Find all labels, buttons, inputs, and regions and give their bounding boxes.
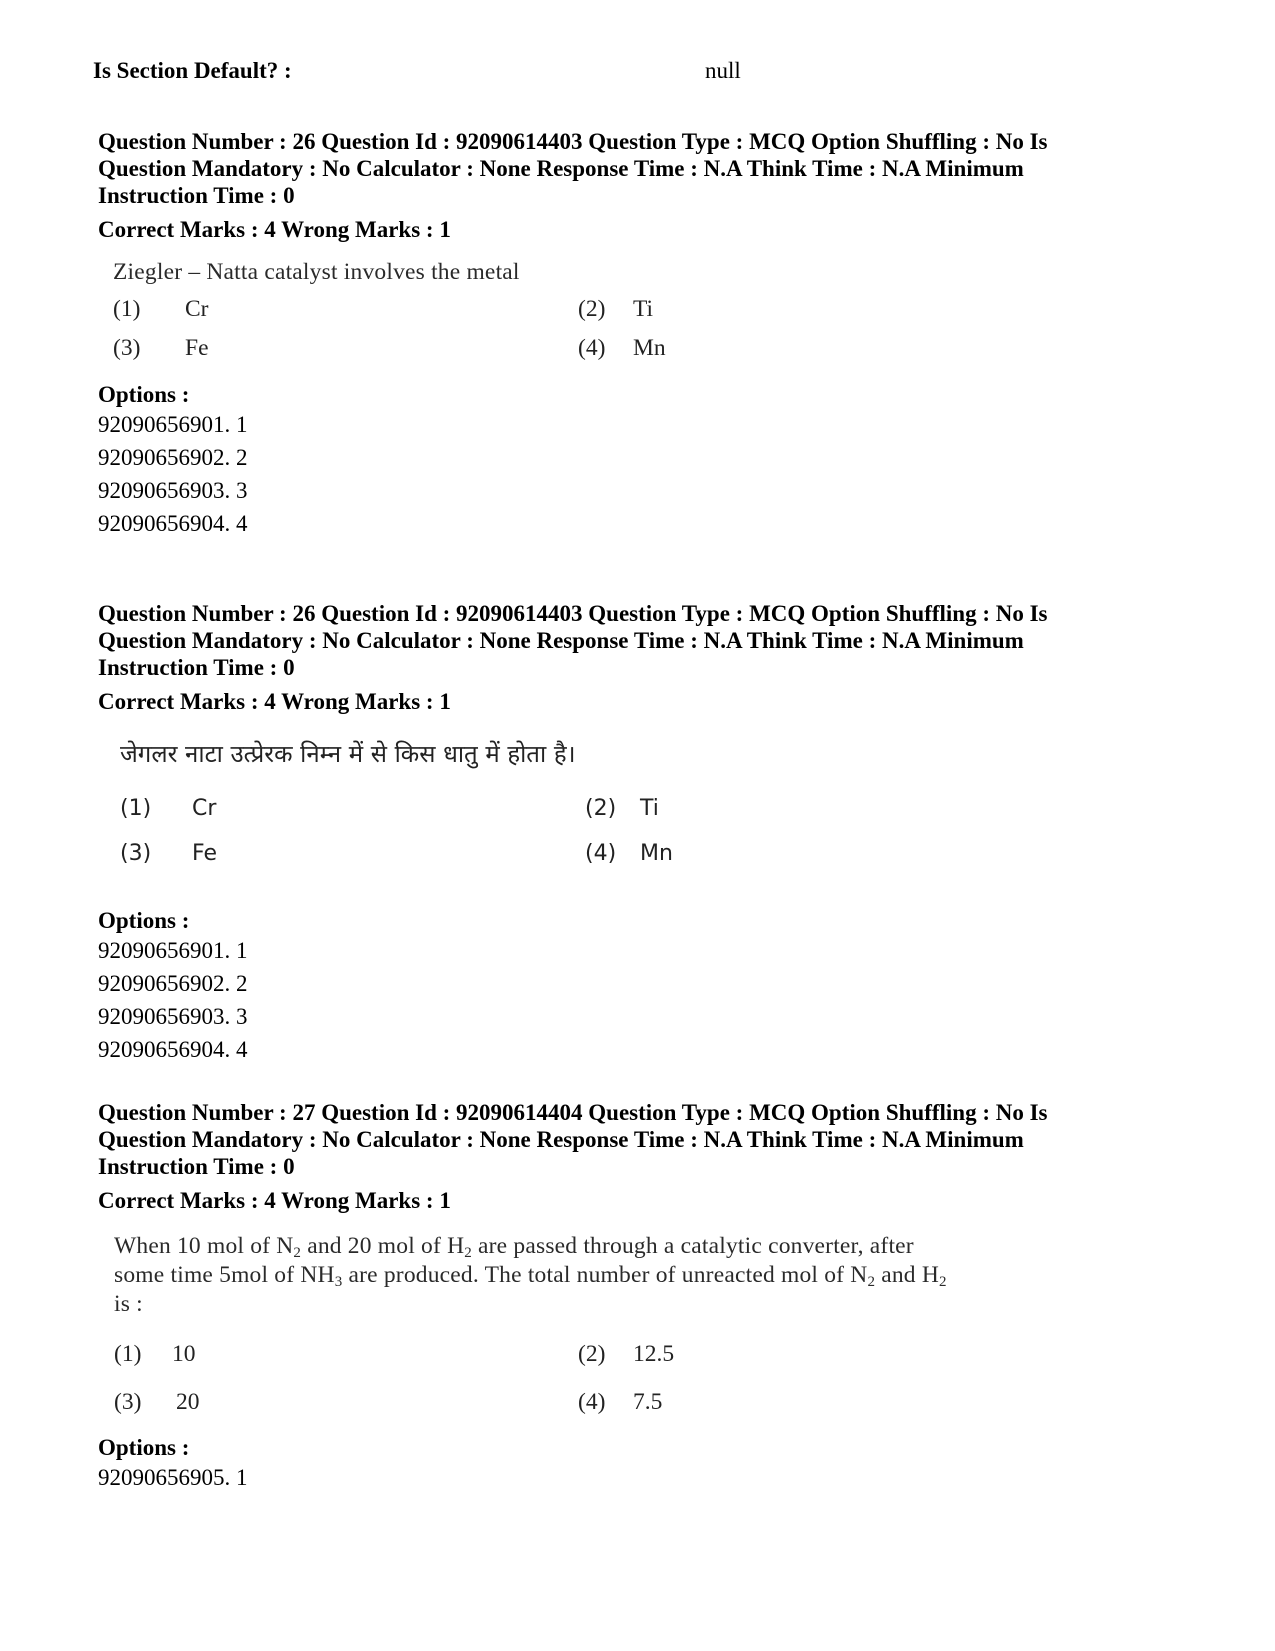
option-line: 92090656904. 4 <box>98 511 248 536</box>
choice-4: (4) Mn <box>585 841 673 866</box>
choice-4: (4) 7.5 <box>578 1389 663 1415</box>
question-image <box>113 259 1178 377</box>
question-header-line-3: Instruction Time : 0 <box>98 1154 295 1179</box>
section-default-row <box>93 58 1193 90</box>
question-marks: Correct Marks : 4 Wrong Marks : 1 <box>98 1188 451 1213</box>
question-stem-line-1: When 10 mol of $N_2$ and 20 mol of $H_2$ are passed through a catalytic converter, after <box>114 1233 914 1261</box>
option-line: 92090656902. 2 <box>98 971 248 996</box>
choice-1: (1) Cr <box>120 796 217 821</box>
question-block-1 <box>98 128 1178 540</box>
option-line: 92090656904. 4 <box>98 1037 248 1062</box>
choice-3: (3) 20 <box>114 1389 200 1415</box>
option-line: 92090656901. 1 <box>98 412 248 437</box>
options-title: Options : <box>98 382 190 407</box>
choice-1: (1) 10 <box>114 1341 196 1367</box>
section-default-value: null <box>705 58 741 83</box>
choice-3: (3) Fe <box>120 841 217 866</box>
question-marks: Correct Marks : 4 Wrong Marks : 1 <box>98 217 451 242</box>
question-header-line-1: Question Number : 27 Question Id : 92090614404 Question Type : MCQ Option Shuffling : No Is <box>98 1100 1048 1125</box>
question-header-line-3: Instruction Time : 0 <box>98 655 295 680</box>
option-line: 92090656903. 3 <box>98 478 248 503</box>
question-block-2 <box>98 600 1178 1066</box>
option-line: 92090656902. 2 <box>98 445 248 470</box>
question-header-line-1: Question Number : 26 Question Id : 92090614403 Question Type : MCQ Option Shuffling : No Is <box>98 601 1048 626</box>
question-image <box>120 737 1178 907</box>
question-header-line-3: Instruction Time : 0 <box>98 183 295 208</box>
choice-2: (2) Ti <box>578 296 654 322</box>
question-header-line-2: Question Mandatory : No Calculator : None Response Time : N.A Think Time : N.A Minimum <box>98 628 1024 653</box>
question-stem-line-2: some time 5mol of $NH_3$ are produced. The total number of unreacted mol of $N_2$ and $H_2$ <box>114 1262 947 1290</box>
section-default-label: Is Section Default? : <box>93 58 292 83</box>
question-marks: Correct Marks : 4 Wrong Marks : 1 <box>98 689 451 714</box>
choice-2: (2) 12.5 <box>578 1341 675 1367</box>
options-title: Options : <box>98 1435 190 1460</box>
option-line: 92090656903. 3 <box>98 1004 248 1029</box>
option-line: 92090656901. 1 <box>98 938 248 963</box>
question-stem: जेगलर नाटा उत्प्रेरक निम्न में से किस धातु में होता है। <box>120 740 576 768</box>
choice-4: (4) Mn <box>578 335 666 361</box>
choice-3: (3) Fe <box>113 335 209 361</box>
option-line: 92090656905. 1 <box>98 1465 248 1490</box>
question-stem-line-3: is : <box>114 1291 143 1317</box>
question-header-line-2: Question Mandatory : No Calculator : None Response Time : N.A Think Time : N.A Minimum <box>98 156 1024 181</box>
choice-1: (1) Cr <box>113 296 209 322</box>
question-image <box>114 1232 1178 1432</box>
question-block-3 <box>98 1099 1178 1494</box>
options-title: Options : <box>98 908 190 933</box>
choice-2: (2) Ti <box>585 796 659 821</box>
question-stem <box>114 1232 1178 1319</box>
question-stem: Ziegler – Natta catalyst involves the metal <box>113 259 520 285</box>
question-header-line-2: Question Mandatory : No Calculator : None Response Time : N.A Think Time : N.A Minimum <box>98 1127 1024 1152</box>
question-header-line-1: Question Number : 26 Question Id : 92090614403 Question Type : MCQ Option Shuffling : No Is <box>98 129 1048 154</box>
